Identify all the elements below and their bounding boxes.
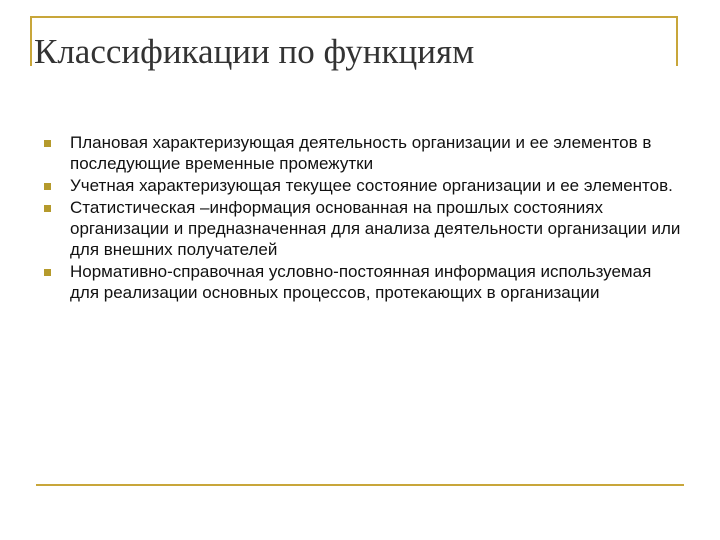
list-item-text: Плановая характеризующая деятельность организации и ее элементов в последующие временные промежутки xyxy=(70,133,652,173)
slide-title: Классификации по функциям xyxy=(34,32,475,71)
top-rule xyxy=(30,16,676,18)
bottom-rule xyxy=(36,484,684,486)
square-bullet-icon xyxy=(44,183,51,190)
square-bullet-icon xyxy=(44,269,51,276)
list-item xyxy=(44,175,684,196)
list-item xyxy=(44,132,684,174)
right-rule xyxy=(676,16,678,66)
list-item-text: Нормативно-справочная условно-постоянная информация используемая для реализации основных процессов, протекающих в организации xyxy=(70,262,652,302)
left-rule xyxy=(30,16,32,66)
list-item-text: Статистическая –информация основанная на прошлых состояниях организации и предназначенная для анализа деятельности организации или для внешних получателей xyxy=(70,198,681,259)
list-item xyxy=(44,261,684,303)
square-bullet-icon xyxy=(44,140,51,147)
list-item-text: Учетная характеризующая текущее состояние организации и ее элементов. xyxy=(70,176,673,195)
square-bullet-icon xyxy=(44,205,51,212)
list-item xyxy=(44,197,684,260)
bullet-list xyxy=(44,132,684,304)
